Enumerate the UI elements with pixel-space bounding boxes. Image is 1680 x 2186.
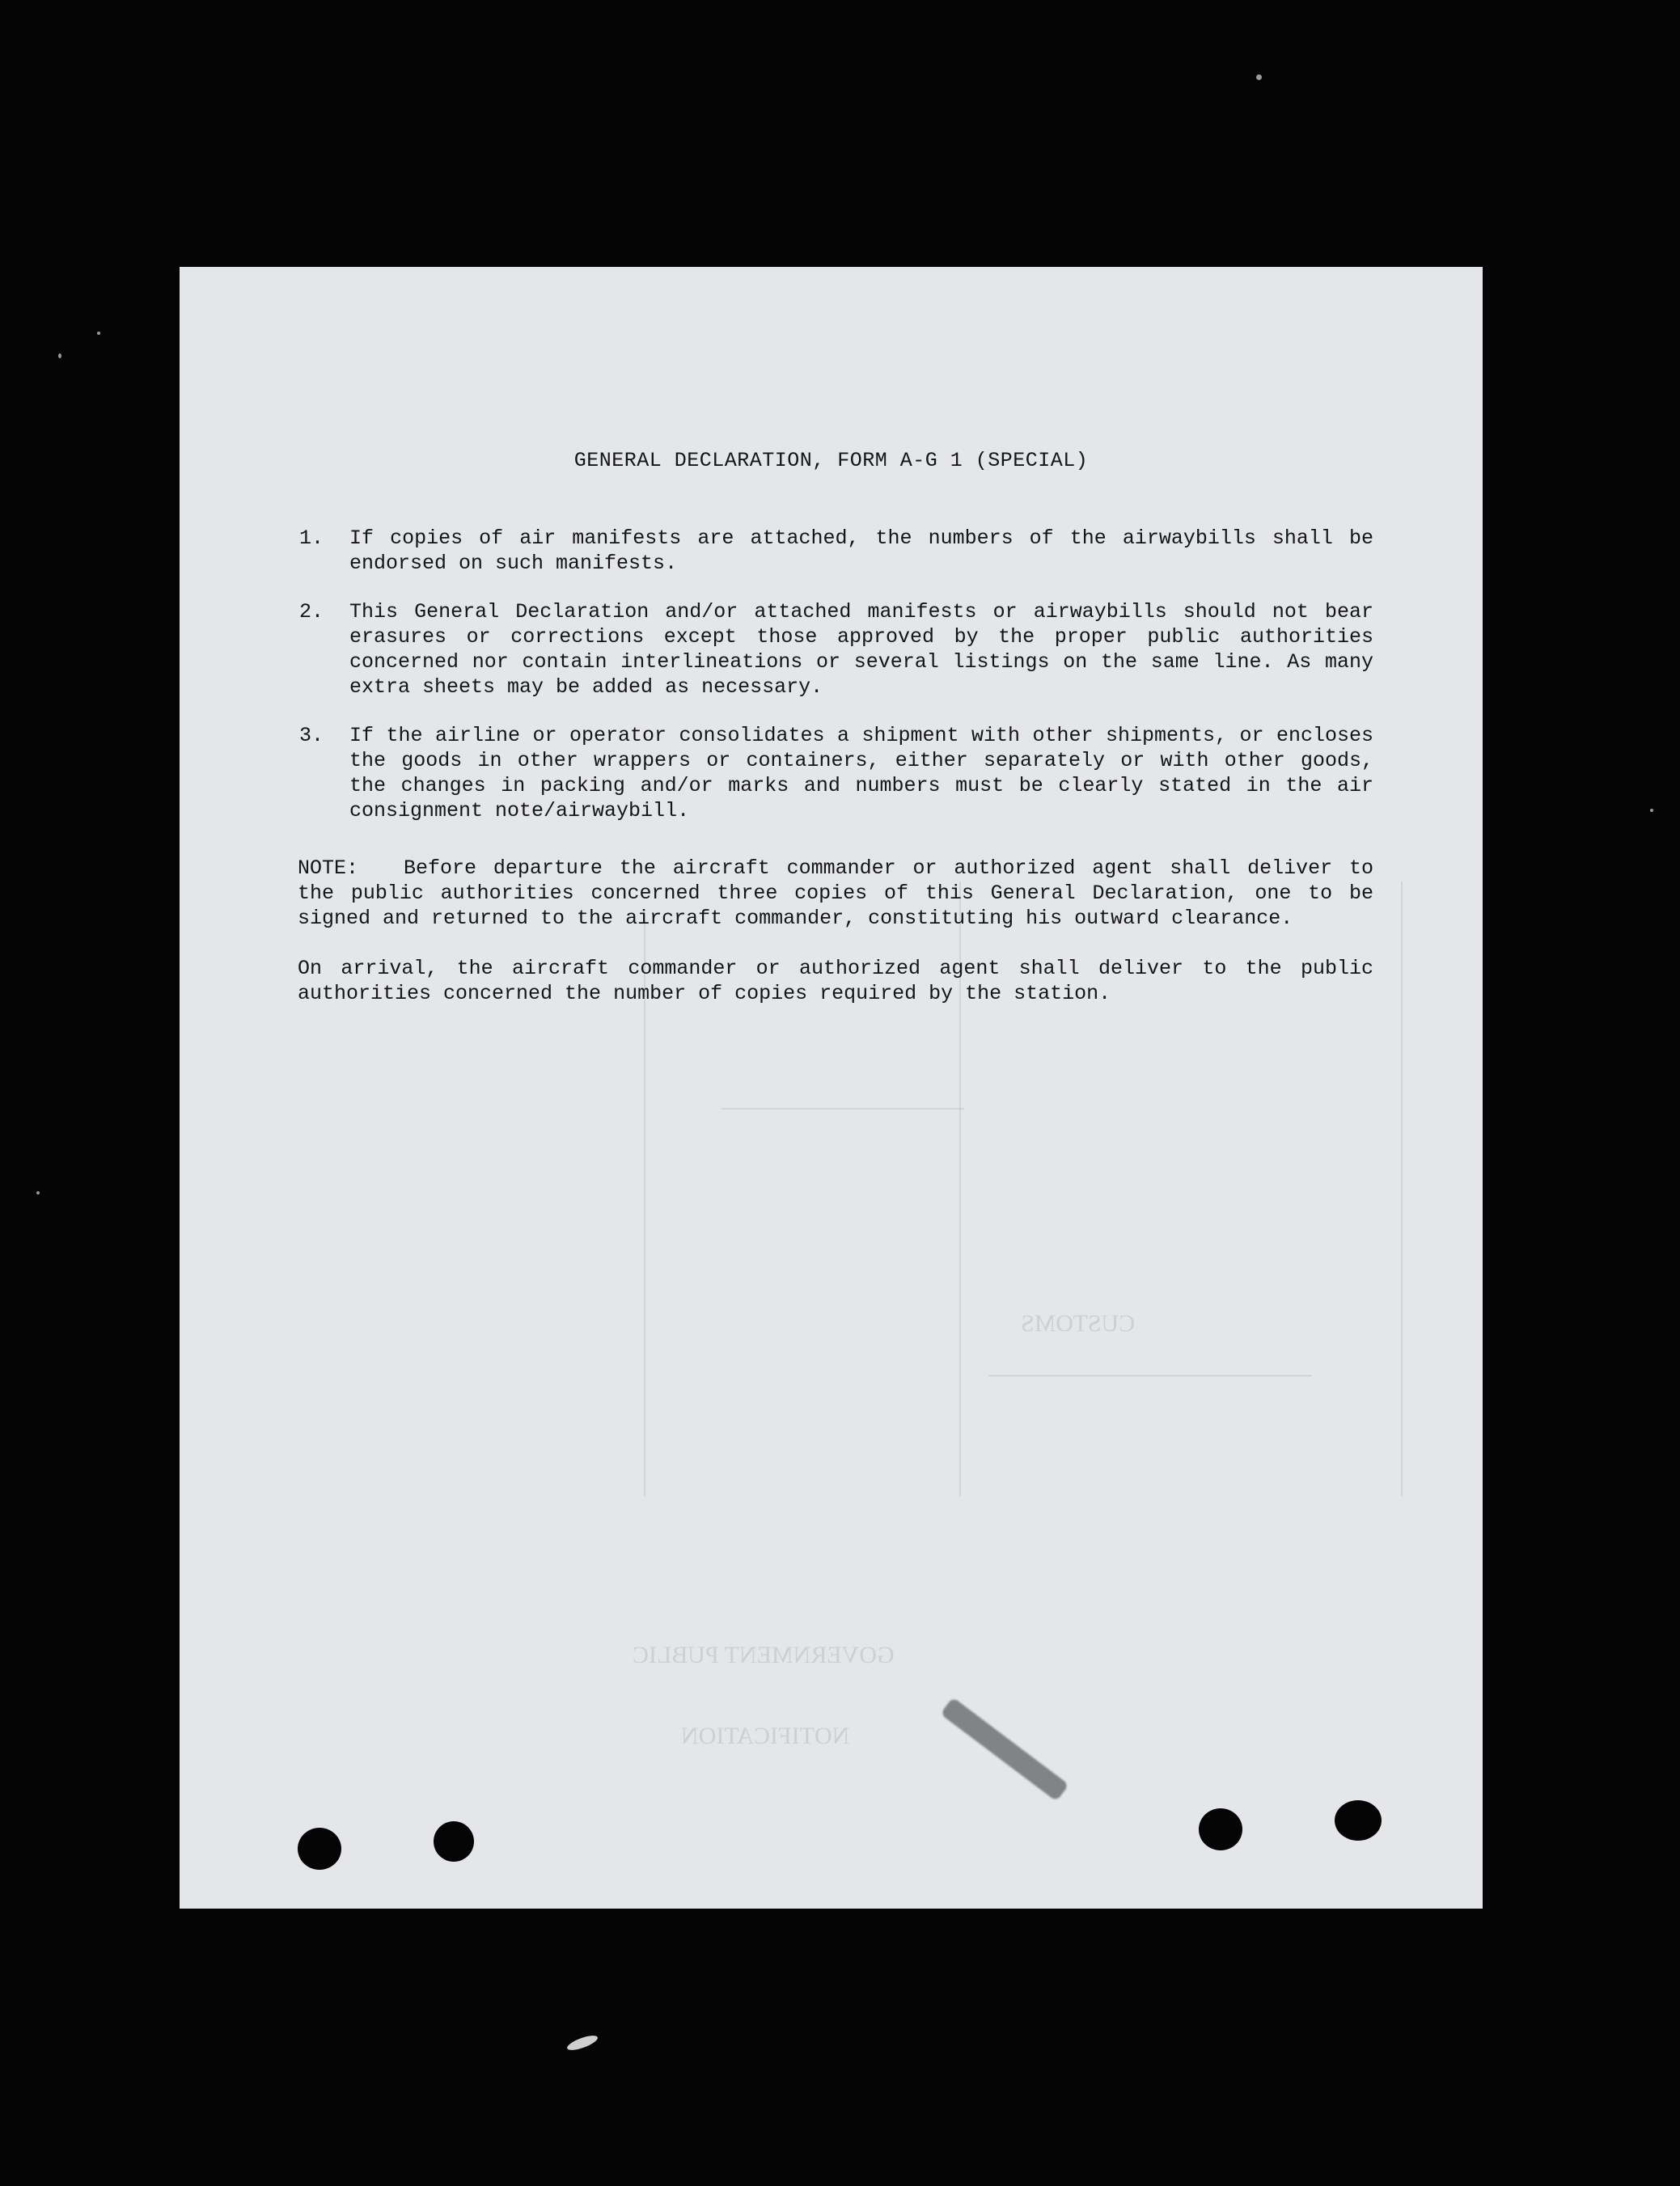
item-number: 1. (299, 526, 324, 550)
note-paragraph (298, 856, 1373, 931)
punch-hole (298, 1828, 341, 1870)
dust-speck (1256, 74, 1262, 80)
arrival-paragraph: On arrival, the aircraft commander or authorized agent shall deliver to the public authorities concerned the number of copies required by the station. (298, 957, 1373, 1005)
dust-speck (58, 353, 61, 358)
dust-speck (97, 332, 100, 335)
ink-stain (940, 1697, 1069, 1801)
bleed-through-text: GOVERNMENT PUBLIC (633, 1642, 895, 1668)
bleed-through-line (1401, 882, 1403, 1496)
document-title: GENERAL DECLARATION, FORM A-G 1 (SPECIAL) (573, 449, 1089, 472)
dust-speck (36, 1191, 40, 1194)
bleed-through-line (988, 1375, 1312, 1376)
item-text: This General Declaration and/or attached manifests or airwaybills should not bear erasures or corrections except those approved by the proper public authorities concerned nor contain interlineations or several listings on the same line. As many extra sheets may be added as necessary. (349, 600, 1373, 699)
list-item (298, 599, 1373, 700)
punch-hole (434, 1821, 474, 1862)
document-body (298, 526, 1373, 1006)
note-text: Before departure the aircraft commander or authorized agent shall deliver to the public authorities concerned three copies of this General Declaration, one to be signed and returned to the aircraft commander, constituting his outward clearance. (298, 856, 1373, 930)
bleed-through-line (722, 1108, 964, 1110)
bleed-through-text: NOTIFICATION (681, 1723, 850, 1749)
list-item (298, 723, 1373, 823)
punch-hole (1335, 1800, 1382, 1841)
bleed-through-text: CUSTOMS (1021, 1310, 1136, 1337)
note-label: NOTE: (298, 856, 359, 880)
document-page (180, 267, 1483, 1909)
list-item (298, 526, 1373, 576)
item-text: If the airline or operator consolidates a shipment with other shipments, or encloses the goods in other wrappers or containers, either separately or with other goods, the changes in packing and/or marks and numbers must be clearly stated in the air consignment note/airwaybill. (349, 724, 1373, 822)
item-number: 2. (299, 600, 324, 624)
punch-hole (1199, 1808, 1242, 1850)
item-number: 3. (299, 724, 324, 747)
item-text: If copies of air manifests are attached, the numbers of the airwaybills shall be endorsed on such manifests. (349, 526, 1373, 575)
dust-speck (1650, 809, 1653, 812)
